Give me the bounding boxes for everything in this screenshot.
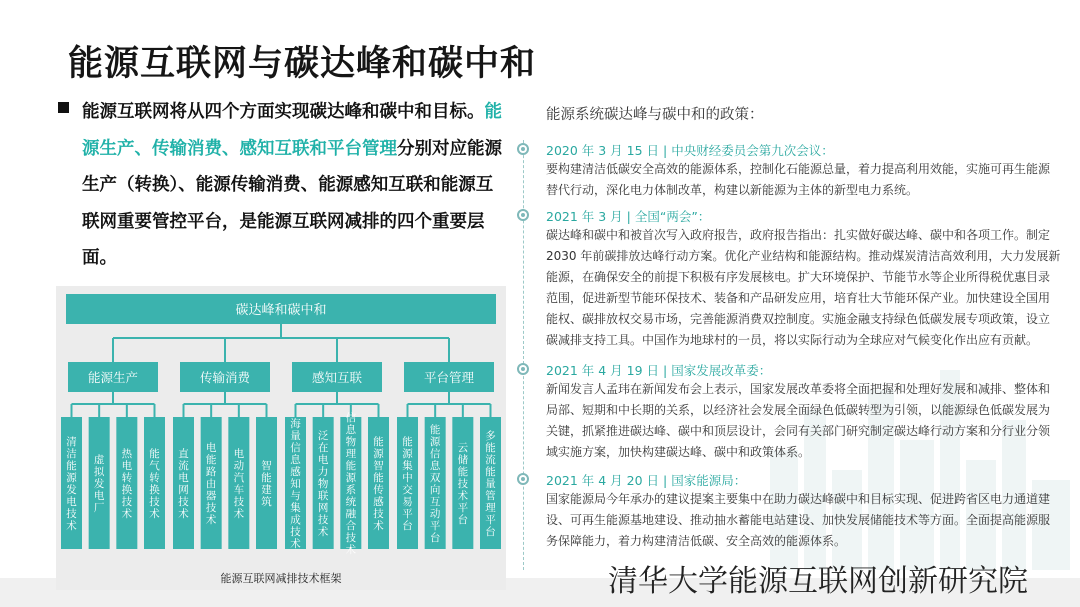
category-label: 平台管理 [423,370,475,385]
page-title: 能源互联网与碳达峰和碳中和 [68,44,537,84]
policy-entry-title: 2021 年 4 月 20 日 | 国家能源局： [546,473,747,488]
bullet-square [58,102,69,113]
leaf-label: 信息物理能源系统融合技术 [345,412,357,556]
policy-entry-line: 碳减排支持工具。中国作为地球村的一员，将以实际行动为全球应对气候变化作出应有贡献。 [546,333,1039,347]
leaf-label: 虚拟发电厂 [93,454,105,514]
timeline-line [523,140,524,570]
bullet-paragraph [82,94,507,277]
policy-heading: 能源系统碳达峰与碳中和的政策： [546,107,764,123]
leaf-label: 智能建筑 [261,460,272,508]
leaf-label: 泛在电力物联网技术 [317,430,329,538]
policy-entry-line: 设、可再生能源基地建设、推动抽水蓄能电站建设、加快发展储能技术等方面。全面提高能源服 [546,513,1051,527]
leaf-label: 清洁能源发电技术 [66,436,77,532]
policy-entry-title: 2021 年 4 月 19 日 | 国家发展改革委： [546,363,772,378]
category-label: 感知互联 [311,370,363,385]
leaf-label: 电能路由器技术 [205,442,217,526]
diagram-caption: 能源互联网减排技术框架 [220,572,342,585]
category-label: 能源生产 [87,370,139,385]
policy-entry-line: 范围，促进新型节能环保技术、装备和产品研发应用，培育壮大节能环保产业。加快建设全国用 [546,291,1051,305]
policy-entry-line: 新闻发言人孟玮在新闻发布会上表示，国家发展改革委将全面把握和处理好发展和减排、整体和 [546,382,1051,396]
leaf-label: 能源智能传感技术 [373,436,384,532]
policy-entry-line: 替代行动，深化电力体制改革，构建以新能源为主体的新型电力系统。 [546,183,919,197]
leaf-label: 直流电网技术 [178,448,189,520]
timeline-dot [517,209,529,221]
policy-entry-line: 能权、碳排放权交易市场，完善能源消费双控制度。实施金融支持绿色低碳发展专项政策，设立 [546,312,1051,326]
leaf-label: 能源信息双向互动平台 [429,424,441,544]
policy-entry-line: 能源，在确保安全的前提下积极有序发展核电。扩大环境保护、节能节水等企业所得税优惠目录 [546,270,1051,284]
root-label: 碳达峰和碳中和 [235,303,327,318]
leaf-label: 多能流能量管理平台 [485,430,496,538]
framework-diagram [56,286,506,590]
leaf-label: 云储能技术平台 [457,442,469,526]
leaf-label: 海量信息感知与集成技术 [290,418,301,550]
policy-entry-line: 务保障能力，着力构建清洁低碳、安全高效的能源体系。 [546,534,847,548]
timeline-dot [517,473,529,485]
timeline-dot [517,143,529,155]
policy-entry-line: 2030 年前碳排放达峰行动方案。优化产业结构和能源结构。推动煤炭清洁高效利用，大力发展新 [546,249,1061,263]
leaf-label: 热电转换技术 [121,448,133,520]
bullet-highlight: 能源生产、传输消费、感知互联和平台管理 [82,102,502,159]
policy-entry-title: 2020 年 3 月 15 日 | 中央财经委员会第九次会议： [546,143,834,158]
leaf-label: 能源集中交易平台 [402,436,413,532]
policy-entry-line: 国家能源局今年承办的建议提案主要集中在助力碳达峰碳中和目标实现、促进跨省区电力通道建 [546,492,1051,506]
policy-entry-line: 局部、短期和中长期的关系，以经济社会发展全面绿色低碳转型为引领，以能源绿色低碳发展为 [546,403,1051,417]
policy-entry-line: 要构建清洁低碳安全高效的能源体系，控制化石能源总量，着力提高利用效能，实施可再生能源 [546,162,1051,176]
policy-entry-line: 关键，抓紧推进碳达峰、碳中和顶层设计，会同有关部门研究制定碳达峰行动方案和分行业分领 [546,424,1051,438]
institute-name: 清华大学能源互联网创新研究院 [608,564,1028,599]
bullet-text-part1: 能源互联网将从四个方面实现碳达峰和碳中和目标。 [82,102,485,122]
policy-entry-title: 2021 年 3 月 | 全国“两会”： [546,209,711,224]
framework-diagram-svg [56,286,506,590]
policy-entry-line: 碳达峰和碳中和被首次写入政府报告，政府报告指出：扎实做好碳达峰、碳中和各项工作。制定 [546,228,1051,242]
leaf-label: 能气转换技术 [149,448,160,520]
policy-entry-line: 域实施方案，加快构建碳达峰、碳中和政策体系。 [546,445,811,459]
timeline-dot [517,363,529,375]
bullet-text-part2: 分别对应能源生产（转换）、能源传输消费、能源感知互联和能源互联网重要管控平台，是能源互联网减排的四个重要层面。 [82,138,502,268]
leaf-label: 电动汽车技术 [233,448,245,520]
category-label: 传输消费 [199,370,251,385]
